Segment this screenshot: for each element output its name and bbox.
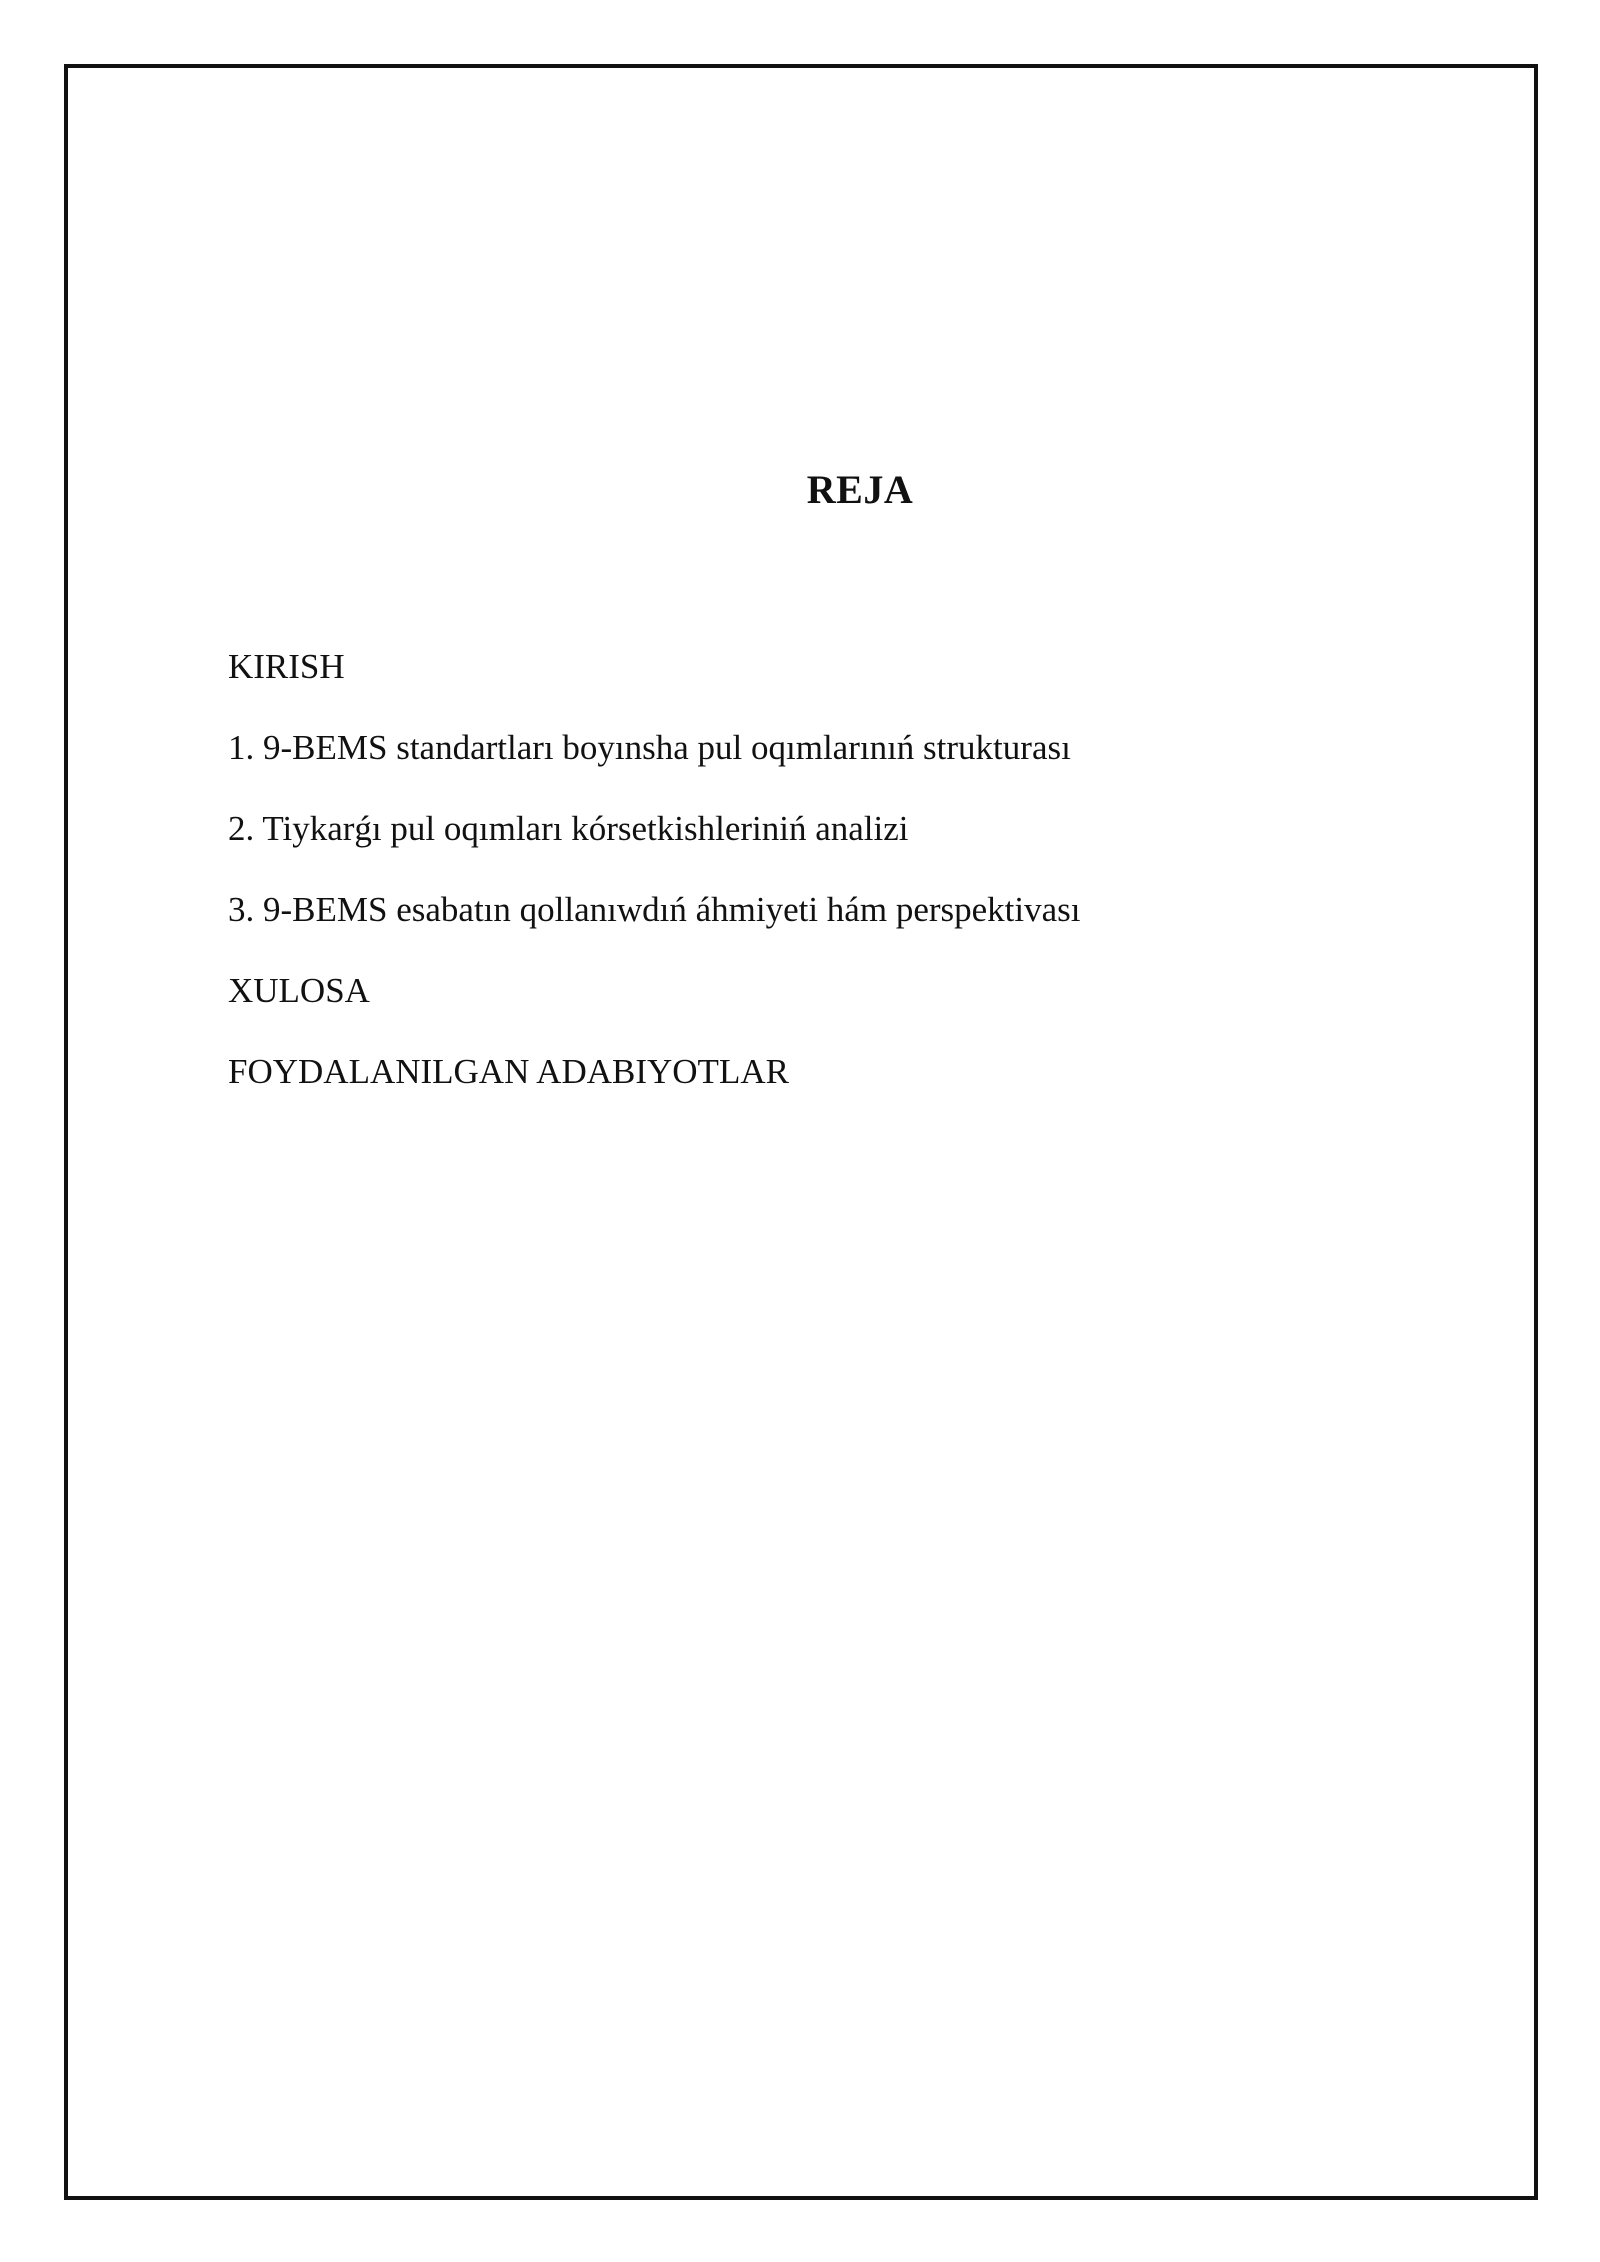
plan-item-chapter-1: 1. 9-BEMS standartları boyınsha pul oqımlarınıń strukturası [228,728,1071,767]
plan-item-chapter-3: 3. 9-BEMS esabatın qollanıwdıń áhmiyeti hám perspektivası [228,890,1081,929]
page-border [64,64,1538,2200]
plan-item-references: FOYDALANILGAN ADABIYOTLAR [228,1052,789,1091]
plan-item-introduction: KIRISH [228,647,345,686]
plan-list [228,646,1081,1132]
plan-item-chapter-2: 2. Tiykarǵı pul oqımları kórsetkishleriniń analizi [228,809,909,848]
page-title: REJA [806,467,914,512]
plan-item-conclusion: XULOSA [228,971,370,1010]
